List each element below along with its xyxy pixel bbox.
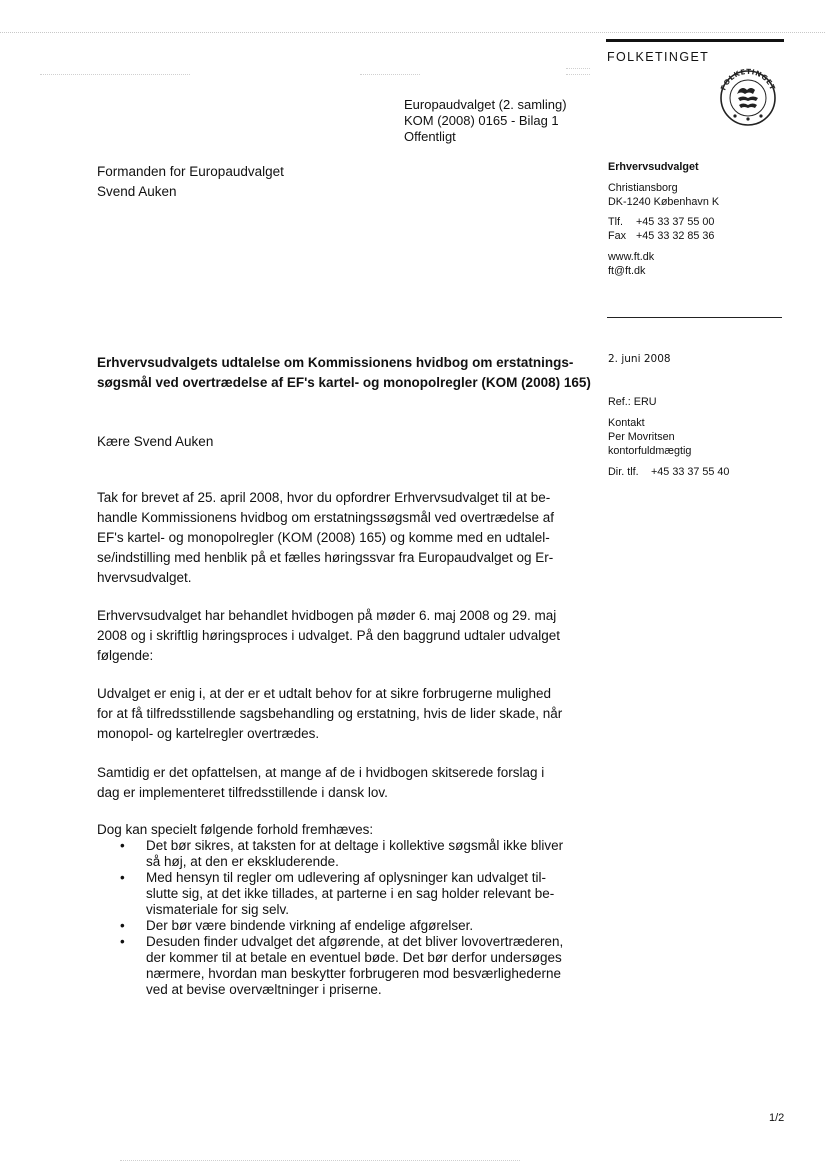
document-id: KOM (2008) 0165 - Bilag 1	[404, 113, 559, 128]
page-number: 1/2	[769, 1112, 785, 1124]
sidebar-divider	[607, 317, 782, 318]
scan-artifact	[360, 74, 420, 75]
list-item: • Der bør være bindende virkning af endelige afgørelser.	[120, 918, 474, 933]
list-item: • Det bør sikres, at taksten for at deltage i kollektive søgsmål ikke bliver så høj, at den er ekskluderende.	[120, 838, 564, 869]
body-paragraph-3: Udvalget er enig i, at der er et udtalt behov for at sikre forbrugerne mulighed for at få tilfredsstillende sagsbehandling og erstatning, hvis de lider skade, når monopol- og kartelregler overtrædes.	[97, 686, 563, 741]
body-paragraph-2: Erhvervsudvalget har behandlet hvidbogen på møder 6. maj 2008 og 29. maj 2008 og i skriftlig høringsproces i udvalget. På den baggrund udtaler udvalget følgende:	[97, 608, 561, 663]
sender-website-link[interactable]: www.ft.dk	[608, 251, 655, 263]
letter-greeting: Kære Svend Auken	[97, 434, 214, 449]
letter-reference: Ref.: ERU	[608, 396, 657, 408]
letter-date: 2. juni 2008	[608, 353, 671, 365]
document-status: Offentligt	[404, 129, 456, 144]
body-paragraph-5: Dog kan specielt følgende forhold fremhæves:	[97, 822, 374, 837]
committee-session: Europaudvalget (2. samling)	[404, 97, 567, 112]
bullet-icon: •	[120, 934, 125, 949]
list-item: • Med hensyn til regler om udlevering af oplysninger kan udvalget til- slutte sig, at det ikke tillades, at parterne i en sag holder relevant be- vismateriale for sig selv.	[120, 870, 555, 917]
brand-name: FOLKETINGET	[607, 50, 710, 64]
svg-text:FOLKETINGET: FOLKETINGET	[719, 68, 777, 92]
scan-artifact	[566, 68, 590, 69]
body-paragraph-4: Samtidig er det opfattelsen, at mange af de i hvidbogen skitserede forslag i dag er implementeret tilfredsstillende i dansk lov.	[97, 765, 545, 800]
document-meta	[404, 97, 567, 145]
sender-phone: Tlf. +45 33 37 55 00	[608, 216, 715, 228]
scan-artifact	[120, 1160, 520, 1161]
scan-artifact	[40, 74, 190, 75]
sender-address-line2: DK-1240 København K	[608, 196, 720, 208]
sender-name: Erhvervsudvalget	[608, 161, 699, 173]
list-item: • Desuden finder udvalget det afgørende, at det bliver lovovertræderen, der kommer til at betale en eventuel bøde. Det bør derfor undersøges nærmere, hvordan man beskytter forbrugeren mod besværlighederne ved at bevise overvæltninger i priserne.	[120, 934, 564, 997]
parliament-seal-icon	[713, 68, 783, 128]
sender-address-line1: Christiansborg	[608, 182, 678, 194]
recipient-name: Svend Auken	[97, 184, 177, 199]
bullet-icon: •	[120, 870, 125, 885]
sender-email-link[interactable]: ft@ft.dk	[608, 265, 646, 277]
recipient-block	[97, 162, 284, 202]
bullet-icon: •	[120, 918, 125, 933]
direct-phone: Dir. tlf. +45 33 37 55 40	[608, 466, 730, 478]
scan-artifact	[566, 74, 590, 75]
bullet-icon: •	[120, 838, 125, 853]
sender-fax: Fax +45 33 32 85 36	[608, 230, 715, 242]
contact-label: Kontakt	[608, 417, 645, 429]
contact-title: kontorfuldmægtig	[608, 445, 692, 457]
scan-artifact-line	[0, 32, 825, 33]
contact-name: Per Movritsen	[608, 431, 675, 443]
recipient-title: Formanden for Europaudvalget	[97, 164, 284, 179]
letter-subject: Erhvervsudvalgets udtalelse om Kommissionens hvidbog om erstatnings- søgsmål ved overtrædelse af EF's kartel- og monopolregler (KOM (2008) 165)	[97, 355, 591, 390]
body-paragraph-1: Tak for brevet af 25. april 2008, hvor du opfordrer Erhvervsudvalget til at be- handle Kommissionens hvidbog om erstatningssøgsmål ved overtrædelse af EF's kartel- og monopolregler (KOM (2008) 165) og komme med en udtalel- se/indstilling med henblik på et fælles høringssvar fra Europaudvalget og Er- hvervsudvalget.	[97, 490, 554, 585]
bullet-list	[108, 838, 588, 998]
header-bar	[606, 39, 784, 42]
